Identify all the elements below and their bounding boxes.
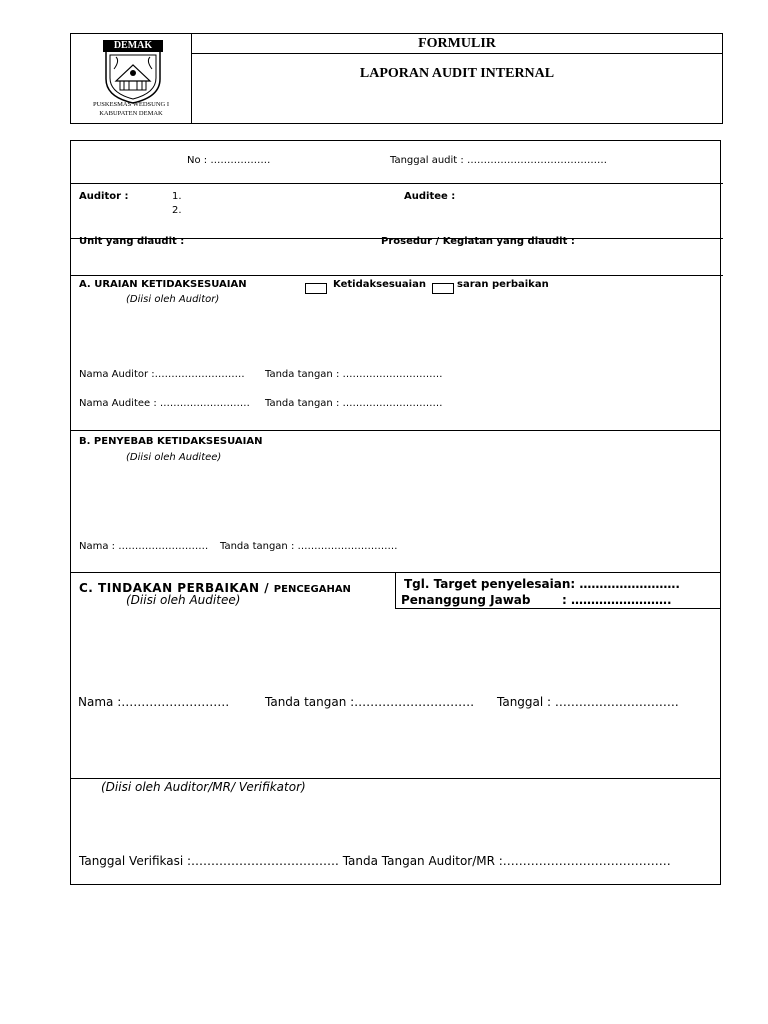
prosedur-label: Prosedur / Kegiatan yang diaudit : [381, 236, 575, 247]
tanggal-audit-field: Tanggal audit : …………………………………… [390, 155, 607, 166]
section-a-note: (Diisi oleh Auditor) [126, 294, 220, 305]
nama-auditee-field: Nama Auditee : ……………………… [79, 398, 250, 409]
row-divider-1 [70, 183, 723, 184]
auditor-1: 1. [172, 191, 182, 202]
section-b-nama-field: Nama : ……………………… [79, 541, 209, 552]
auditor-label: Auditor : [79, 191, 129, 202]
header-title-divider [191, 53, 723, 54]
section-c-divider [395, 572, 396, 608]
org-name-line1: PUSKESMAS WEDSUNG I [92, 101, 170, 108]
section-c-nama-field: Nama :……………………… [78, 695, 230, 709]
tanda-tangan-auditee-field: Tanda tangan : ………………………… [265, 398, 443, 409]
section-c-title-main: C. TINDAKAN PERBAIKAN / [79, 581, 274, 595]
row-divider-3 [70, 275, 723, 276]
logo-banner: DEMAK [103, 40, 163, 52]
row-divider-6 [395, 608, 721, 609]
penanggung-jawab-value: : ……………………. [562, 593, 672, 607]
form-subtitle: LAPORAN AUDIT INTERNAL [359, 66, 555, 81]
checkbox-saran-perbaikan-label: saran perbaikan [457, 279, 549, 290]
target-penyelesaian-field: Tgl. Target penyelesaian: ……………………. [404, 577, 680, 591]
main-form-box [70, 140, 721, 885]
tanda-tangan-auditor-field: Tanda tangan : ………………………… [265, 369, 443, 380]
auditor-2: 2. [172, 205, 182, 216]
auditee-label: Auditee : [404, 191, 456, 202]
no-field: No : ……………… [187, 155, 271, 166]
row-divider-7 [70, 778, 721, 779]
form-title: FORMULIR [418, 36, 496, 51]
org-name-line2: KABUPATEN DEMAK [99, 110, 163, 117]
section-c-tanda-tangan-field: Tanda tangan :………………………… [265, 695, 475, 709]
section-d-note: (Diisi oleh Auditor/MR/ Verifikator) [101, 780, 306, 794]
section-c-note: (Diisi oleh Auditee) [126, 593, 241, 607]
section-a-title: A. URAIAN KETIDAKSESUAIAN [79, 279, 247, 290]
nama-auditor-field: Nama Auditor :……………………… [79, 369, 245, 380]
row-divider-4 [70, 430, 721, 431]
section-b-tanda-tangan-field: Tanda tangan : ………………………… [220, 541, 398, 552]
section-b-title: B. PENYEBAB KETIDAKSESUAIAN [79, 436, 263, 447]
checkbox-ketidaksesuaian-label: Ketidaksesuaian [333, 279, 426, 290]
verifikasi-line: Tanggal Verifikasi :………………………………. Tanda Tangan Auditor/MR :…………………………………… [79, 854, 671, 868]
checkbox-ketidaksesuaian[interactable] [305, 283, 327, 294]
section-c-title-small: PENCEGAHAN [273, 584, 351, 595]
checkbox-saran-perbaikan[interactable] [432, 283, 454, 294]
unit-label: Unit yang diaudit : [79, 236, 185, 247]
penanggung-jawab-label: Penanggung Jawab [401, 593, 531, 607]
section-c-tanggal-field: Tanggal : …………………………. [497, 695, 679, 709]
section-b-note: (Diisi oleh Auditee) [126, 452, 222, 463]
